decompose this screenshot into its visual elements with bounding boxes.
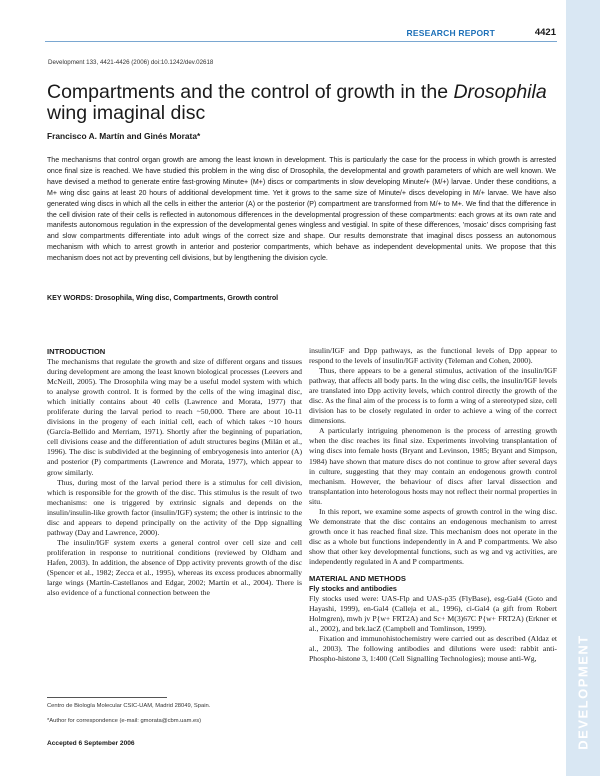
- accepted-date: Accepted 6 September 2006: [47, 740, 135, 747]
- paragraph: Fly stocks used were: UAS-Flp and UAS-p35 (FlyBase), esg-Gal4 (Goto and Hayashi, 1999), en-Gal4 (Calleja et al., 1996), ci-Gal4 (a gift from Robert Holmgren), mwh jv P{w+ FRT2A) and Sc+ M(3)67C P{w+ FRT2A) (Erkner et al., 2002), and brk.lacZ (Campbell and Tomlinson, 1999).: [309, 594, 557, 634]
- paragraph: In this report, we examine some aspects of growth control in the wing disc. We demonstrate that the disc contains an endogenous mechanism to arrest growth once it has reached final size. This mechanism does not operate in the disc as a whole but functions independently in A and P compartments. We also show that other key developmental functions, such as wg and vg activities, are independently regulated in A and P compartments.: [309, 506, 557, 566]
- paragraph: The mechanisms that regulate the growth and size of different organs and tissues during development are among the least known biological processes (Leevers and McNeill, 2005). The Drosophila wing may be a useful model system with which to analyse growth control. It is formed by the cells of the wing imaginal disc, which initially contains about 40 cells (Lawrence and Morata, 1977) that proliferate during the larval period to reach ~50,000. There are about 10-11 divisions in the progeny of each initial cell, each of which takes ~10 hours (García-Bellido and Merriam, 1971). Shortly after the beginning of pupariation, cell divisions cease and the differentiation of adult structures begins (Milán et al., 1996). The disc is subdivided at the beginning of embryogenesis into anterior (A) and posterior (P) compartments (Lawrence and Morata, 1977), which appear to grow similarly.: [47, 357, 302, 477]
- citation: Development 133, 4421-4426 (2006) doi:10.1242/dev.02618: [48, 59, 214, 66]
- keywords: KEY WORDS: Drosophila, Wing disc, Compartments, Growth control: [47, 294, 279, 302]
- journal-section-label: RESEARCH REPORT: [406, 28, 495, 38]
- left-column: [47, 346, 302, 598]
- paragraph: The insulin/IGF system exerts a general control over cell size and cell proliferation in response to nutritional conditions (reviewed by Oldham and Hafen, 2003). In addition, the absence of Dpp activity prevents growth of the disc (Spencer et al., 1982; Zecca et al., 1995), whereas its excess produces abnormally large wings (Martín-Castellanos and Edgar, 2002; Martín et al., 2004). There is also evidence of a functional connection between the: [47, 537, 302, 598]
- methods-subheading: Fly stocks and antibodies: [309, 584, 397, 594]
- paragraph: A particularly intriguing phenomenon is the process of arresting growth when the disc reaches its final size. Experiments involving transplantation of wing discs into female hosts (Bryant and Levinson, 1985; Bryant and Simpson, 1984) have shown that mature discs do not continue to grow after several days in culture, suggesting that they may contain an endogenous growth control mechanism. However, the behaviour of discs after larval dissection and transplantation into heterologous hosts may not reflect their normal properties in situ.: [309, 426, 557, 506]
- paragraph: Thus, there appears to be a general stimulus, activation of the insulin/IGF pathway, that affects all body parts. In the wing disc cells, the insulin/IGF levels are translated into Dpp activity levels, which control directly the growth of the disc. As the final aim of the process is to form a wing of a stereotyped size, cell division has to be closely regulated in order to achieve a wing of the correct dimensions.: [309, 366, 557, 426]
- methods-heading: MATERIAL AND METHODS: [309, 574, 406, 584]
- header-rule: [45, 41, 557, 42]
- side-tab: DEVELOPMENT: [575, 634, 591, 750]
- authors: Francisco A. Martín and Ginés Morata*: [47, 131, 201, 141]
- paragraph: insulin/IGF and Dpp pathways, as the functional levels of Dpp appear to respond to the levels of insulin/IGF activity (Teleman and Cohen, 2000).: [309, 346, 557, 366]
- paragraph: Thus, during most of the larval period there is a stimulus for cell division, which is responsible for the growth of the disc. This stimulus is the result of two mechanisms: one is triggered by extrinsic signals and depends on the insulin/insulin-like growth factor (insulin/IGF) system; the other is intrinsic to the disc and appears to depend principally on the activity of the Dpp signalling pathway (Day and Lawrence, 2000).: [47, 477, 302, 537]
- abstract: The mechanisms that control organ growth are among the least known in development. This is particularly the case for the process in which growth is arrested once final size is reached. We have studied this problem in the wing disc of Drosophila, the developmental and growth parameters of which are well known. We have devised a method to generate entire fast-growing Minute+ (M+) discs or compartments in slow developing Minute/+ (M/+) larvae. Under these conditions, a M+ wing disc gains at least 20 hours of additional development time. Yet it grows to the same size of Minute/+ discs developing in M/+ larvae. We have also generated wing discs in which all the cells in either the anterior (A) or the posterior (P) compartment are transformed from M/+ to M+. We find that the difference in the cell division rate of their cells is reflected in autonomous differences in the developmental progression of these compartments: each grows at its own rate and manifests autonomous regulation in the expression of the developmental genes wingless and vestigial. In spite of these differences, 'mosaic' discs comprising fast and slow compartments differentiate into adult wings of the correct size and shape. Our results demonstrate that imaginal discs possess an autonomous mechanism with which to arrest growth in anterior and posterior compartments, which behave as independent developmental units. We propose that this mechanism does not act by preventing cell divisions, but by lengthening the division cycle.: [47, 157, 556, 263]
- footnote-rule: [47, 697, 167, 698]
- right-column: [309, 346, 557, 664]
- affiliation-footnote: Centro de Biología Molecular CSIC-UAM, Madrid 28049, Spain.: [47, 703, 211, 709]
- paragraph: Fixation and immunohistochemistry were carried out as described (Aldaz et al., 2003). The following antibodies and dilutions were used: rabbit anti-Phospho-histone 3, 1:400 (Cell Signalling Technologies); mouse anti-Wg,: [309, 634, 557, 664]
- correspondence-footnote: *Author for correspondence (e-mail: gmorata@cbm.uam.es): [47, 718, 202, 724]
- article-title: Compartments and the control of growth in the Drosophila wing imaginal disc: [47, 81, 547, 124]
- page-number: 4421: [534, 27, 556, 38]
- introduction-heading: INTRODUCTION: [47, 347, 106, 356]
